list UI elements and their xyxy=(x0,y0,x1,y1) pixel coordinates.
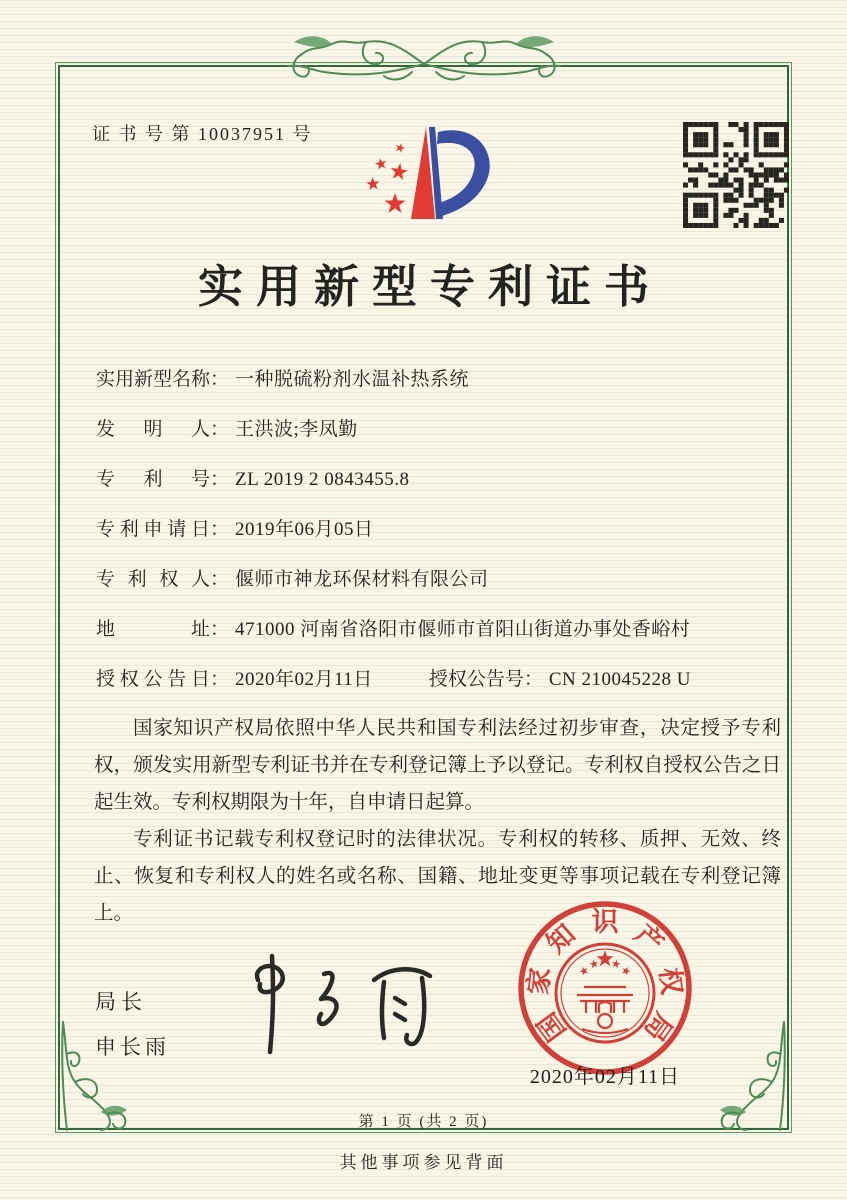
colon: ： xyxy=(210,469,230,490)
field-address xyxy=(96,616,789,643)
field-patent-number xyxy=(96,466,789,493)
qr-code xyxy=(683,122,789,228)
commissioner-name: 申长雨 xyxy=(95,1035,170,1059)
legal-paragraph-1: 国家知识产权局依照中华人民共和国专利法经过初步审查，决定授予专利权，颁发实用新型专利证书并在专利登记簿上予以登记。专利权自授权公告之日起生效。专利权期限为十年，自申请日起算。 xyxy=(94,718,781,813)
field-grant-number xyxy=(429,666,691,693)
certificate-fields xyxy=(96,366,789,716)
colon: ： xyxy=(523,669,543,690)
field-label: 授权公告日 xyxy=(96,669,210,690)
field-label: 专利申请日 xyxy=(96,519,210,540)
top-dragon-ornament-icon xyxy=(286,20,562,102)
handwritten-signature xyxy=(228,950,440,1066)
colon: ： xyxy=(210,419,230,440)
colon: ： xyxy=(210,669,230,690)
field-label: 地址 xyxy=(96,619,210,640)
svg-text:家: 家 xyxy=(523,966,556,997)
field-filing-date xyxy=(96,516,789,543)
colon: ： xyxy=(210,519,230,540)
seal-date: 2020年02月11日 xyxy=(529,1066,681,1088)
svg-text:国: 国 xyxy=(531,1007,572,1047)
field-value: 471000 河南省洛阳市偃师市首阳山街道办事处香峪村 xyxy=(235,619,691,640)
logo-blue-p-bowl xyxy=(436,130,490,217)
official-seal xyxy=(514,897,696,1079)
field-value: 2019年06月05日 xyxy=(235,519,374,540)
commissioner-title: 局长 xyxy=(95,990,147,1014)
field-grant-row xyxy=(96,666,789,693)
field-value: 王洪波;李凤勤 xyxy=(235,419,358,440)
field-label: 实用新型名称 xyxy=(96,369,211,390)
legal-paragraph-2: 专利证书记载专利权登记时的法律状况。专利权的转移、质押、无效、终止、恢复和专利权人的姓名或名称、国籍、地址变更等事项记载在专利登记簿上。 xyxy=(94,829,781,924)
field-value: ZL 2019 2 0843455.8 xyxy=(235,469,410,490)
cnipa-logo-icon xyxy=(338,108,510,234)
svg-text:权: 权 xyxy=(654,966,687,997)
svg-text:产: 产 xyxy=(629,918,670,960)
page-number: 第 1 页 (共 2 页) xyxy=(358,1114,489,1130)
field-value: 偃师市神龙环保材料有限公司 xyxy=(235,569,489,590)
field-value: CN 210045228 U xyxy=(548,669,691,690)
colon: ： xyxy=(210,369,230,390)
field-value: 2020年02月11日 xyxy=(235,669,373,690)
certificate-title: 实用新型专利证书 xyxy=(197,262,662,312)
field-value: 一种脱硫粉剂水温补热系统 xyxy=(235,369,470,390)
field-utility-model-name xyxy=(96,366,789,393)
back-side-note: 其他事项参见背面 xyxy=(339,1153,508,1172)
colon: ： xyxy=(210,619,230,640)
svg-text:识: 识 xyxy=(591,907,619,937)
field-label: 授权公告号 xyxy=(428,669,524,690)
seal-national-emblem-icon xyxy=(556,944,654,1042)
field-patentee xyxy=(96,566,789,593)
field-inventor xyxy=(96,416,789,443)
certificate-number: 证 书 号 第 10037951 号 xyxy=(92,124,313,144)
field-label: 专利权人 xyxy=(96,569,210,590)
colon: ： xyxy=(210,569,230,590)
field-label: 发明人 xyxy=(96,419,210,440)
svg-text:知: 知 xyxy=(540,918,581,960)
svg-text:局: 局 xyxy=(638,1007,679,1047)
field-label: 专利号 xyxy=(96,469,210,490)
